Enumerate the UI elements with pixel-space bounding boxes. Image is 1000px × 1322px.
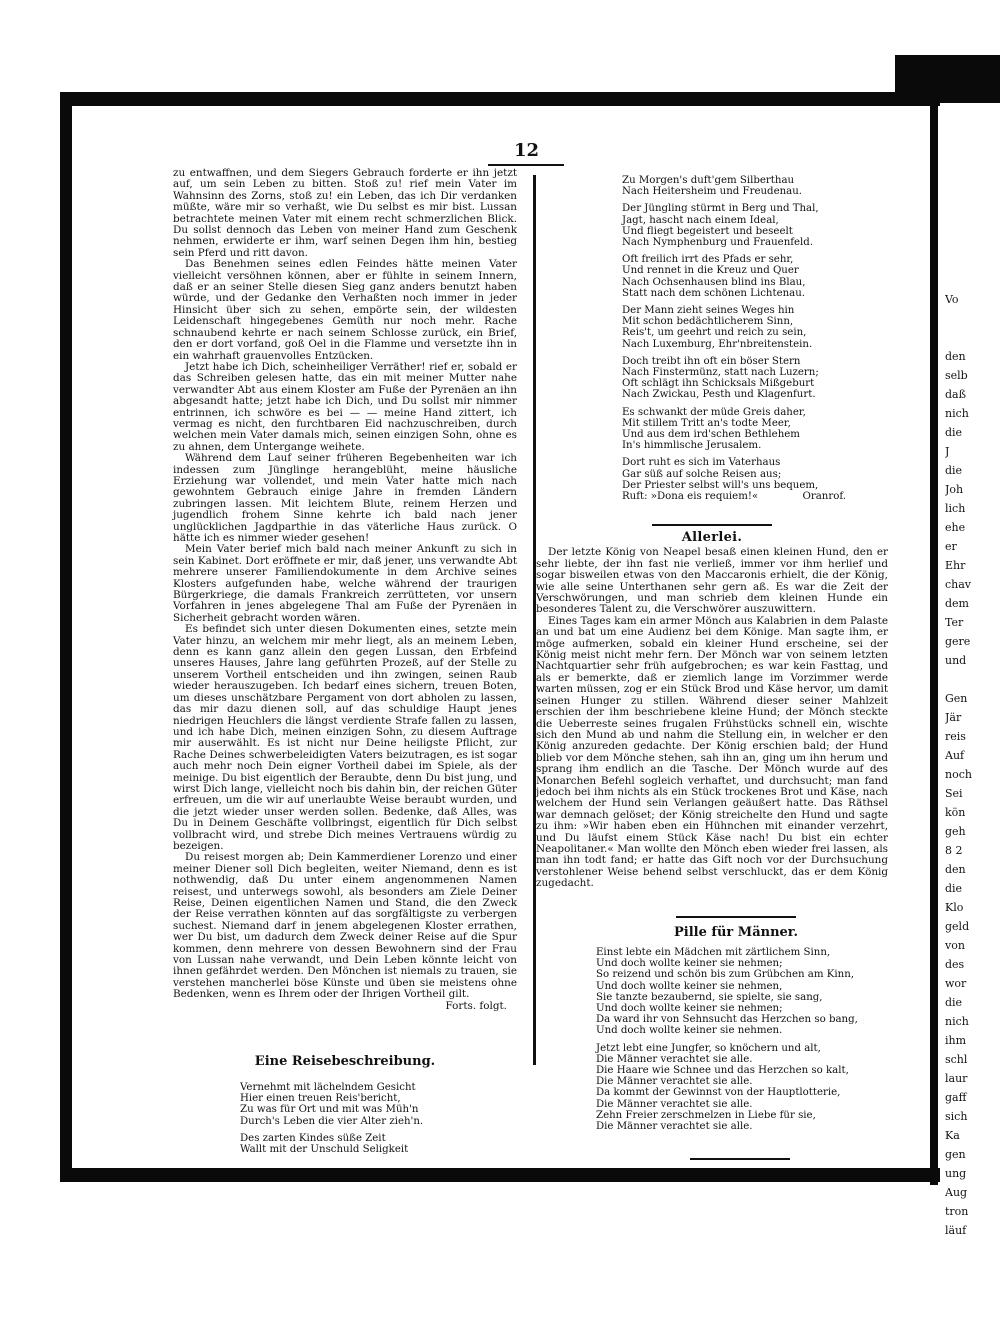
poem-title: Pille für Männer. [674, 925, 798, 940]
poem-stanza [622, 305, 846, 350]
poem-line: Und doch wollte keiner sie nehmen. [596, 1025, 783, 1037]
poem-line: Und doch wollte keiner sie nehmen; [596, 1003, 783, 1015]
poem-stanza [622, 254, 846, 299]
adjacent-page-fragment-line: kön [945, 806, 966, 819]
paragraph: Das Benehmen seines edlen Feindes hätte meinen Vater vielleicht versöhnen können, aber er fühlte in seinem Innern, daß er an seiner Stelle diesen Sieg ganz anders benutzt haben würde, und der Gedanke den Verhaßten noch immer in jeder Hinsicht über sich zu sehen, empörte sein, der wildesten Leidenschaft hingegebenes Gemüth nur noch mehr. Rache schnaubend kehrte er nach seinem Schlosse zurück, ein Brief, den er dort vorfand, goß Oel in die Flamme und versetzte ihn in ein wahrhaft grauenvolles Entzücken. [173, 258, 517, 362]
poem-line: Mit stillem Tritt an's todte Meer, [622, 417, 791, 429]
poem-line: Und doch wollte keiner sie nehmen; [596, 958, 783, 970]
poem-line: Jagt, hascht nach einem Ideal, [622, 214, 779, 226]
poem-line: Nach Ochsenhausen blind ins Blau, [622, 276, 806, 288]
adjacent-page-fragment-line: Aug [945, 1186, 968, 1199]
poem-line: Nach Finstermünz, statt nach Luzern; [622, 367, 819, 379]
poem-line: Und doch wollte keiner sie nehmen, [596, 980, 783, 992]
poem-line: Der Priester selbst will's uns bequem, [622, 479, 819, 491]
scan-frame-left [60, 92, 72, 1182]
adjacent-page-fragment-line: chav [945, 578, 972, 591]
adjacent-page-fragment-line: Vo [945, 293, 959, 306]
adjacent-page-fragment-line [945, 309, 1000, 328]
adjacent-page-fragment-line: schl [945, 1053, 968, 1066]
poem-line: Da ward ihr von Sehnsucht das Herzchen so bang, [596, 1014, 858, 1026]
poem-line: Und rennet in die Kreuz und Quer [622, 265, 799, 277]
adjacent-page-fragment-line: noch [945, 768, 972, 781]
adjacent-page-fragment-line: nich [945, 407, 969, 420]
scan-corner-right [895, 55, 1000, 103]
section-rule [676, 916, 796, 918]
poem-line: Statt nach dem schönen Lichtenau. [622, 287, 806, 299]
poem-line: Der Jüngling stürmt in Berg und Thal, [622, 203, 819, 215]
adjacent-page-fragment-line: Gen [945, 692, 968, 705]
poem-line: Nach Nymphenburg und Frauenfeld. [622, 237, 814, 249]
poem-stanza [596, 947, 896, 1037]
poem-line: Die Männer verachtet sie alle. [596, 1053, 753, 1065]
scan-frame-top [60, 92, 940, 106]
poem-line: Hier einen treuen Reis'bericht, [240, 1093, 401, 1105]
adjacent-page-fragment-line: die [945, 882, 963, 895]
adjacent-page-fragment-line: den [945, 350, 966, 363]
poem-stanza [622, 407, 846, 452]
left-column [173, 168, 517, 1012]
adjacent-page-fragment-line: J [945, 445, 950, 458]
paragraph: Mein Vater berief mich bald nach meiner Ankunft zu sich in sein Kabinet. Dort eröffnete er mir, daß jener, uns verwandte Abt mehrere unserer Familiendokumente in dem Archive seines Klosters aufgefunden habe, welche während der traurigen Bürgerkriege, die damals Frankreich zerrütteten, vor unsern Vorfahren in jenes abgelegene Thal am Fuße der Pyrenäen in Sicherheit gebracht worden wären. [173, 543, 517, 624]
poem-line: In's himmlische Jerusalem. [622, 440, 762, 452]
scan-frame-bottom [60, 1168, 940, 1182]
poem-stanza [240, 1082, 500, 1127]
poem-stanza [622, 356, 846, 401]
poem-line: Nach Heitersheim und Freudenau. [622, 186, 803, 198]
poem-line: Vernehmt mit lächelndem Gesicht [240, 1082, 416, 1093]
adjacent-page-fragment-line: die [945, 996, 963, 1009]
adjacent-page-fragment-line: Joh [945, 483, 964, 496]
poem-line: Doch treibt ihn oft ein böser Stern [622, 355, 801, 367]
adjacent-page-fragment-line: von [945, 939, 965, 952]
adjacent-page-fragment-line: daß [945, 388, 966, 401]
adjacent-page-fragment-line: lich [945, 502, 966, 515]
poem-line: Zu Morgen's duft'gem Silberthau [622, 175, 795, 186]
paragraph: zu entwaffnen, und dem Siegers Gebrauch forderte er ihn jetzt auf, um sein Leben zu bitten. Stoß zu! rief mein Vater im Wahnsinn des Zorns, stoß zu! ein Leben, das ich Dir verdanken müßte, wäre mir so verhaßt, wie Du selbst es mir bist. Lussan betrachtete meinen Vater mit einem recht schmerzlichen Blick. Du sollst dennoch das Leben von meiner Hand zum Geschenk nehmen, erwiderte er ihm, warf seinen Degen ihm hin, bestieg sein Pferd und ritt davon. [173, 167, 517, 259]
poem-stanza [622, 203, 846, 248]
poem-stanza [622, 457, 846, 502]
adjacent-page-fragment-line: gaff [945, 1091, 967, 1104]
poem-line: Durch's Leben die vier Alter zieh'n. [240, 1115, 424, 1127]
poem-line: Sie tanzte bezaubernd, sie spielte, sie sang, [596, 991, 823, 1003]
adjacent-page-fragment-line: ehe [945, 521, 966, 534]
poem-line: Dort ruht es sich im Vaterhaus [622, 457, 781, 469]
poem-line: Jetzt lebt eine Jungfer, so knöchern und alt, [596, 1042, 821, 1054]
adjacent-page-fragment-line: laur [945, 1072, 968, 1085]
poem-line: Zu was für Ort und mit was Müh'n [240, 1104, 419, 1116]
adjacent-page-fragment-line: reis [945, 730, 966, 743]
poem-line: Der Mann zieht seines Weges hin [622, 305, 795, 317]
adjacent-page-fragment-line: Jär [945, 711, 962, 724]
poem-line: Da kommt der Gewinnst von der Hauptlotterie, [596, 1087, 841, 1099]
section-rule [690, 1158, 790, 1160]
adjacent-page-fragment-line: wor [945, 977, 967, 990]
poem-stanza [240, 1133, 500, 1155]
adjacent-page-fragment-line: sich [945, 1110, 968, 1123]
adjacent-page-fragment-line: ihm [945, 1034, 967, 1047]
page-number-rule [488, 164, 564, 166]
poem-continuation [622, 175, 846, 508]
poem-line: Mit schon bedächtlicherem Sinn, [622, 316, 794, 328]
poem-pille-fuer-maenner [596, 947, 896, 1138]
adjacent-page-fragment-line: tron [945, 1205, 969, 1218]
adjacent-page-fragment-line: Ehr [945, 559, 966, 572]
adjacent-page-fragment-line: 8 2 [945, 844, 963, 857]
poem-line: Reis't, um geehrt und reich zu sein, [622, 327, 807, 339]
adjacent-page-fragment-line: Ka [945, 1129, 960, 1142]
adjacent-page-fragment-line: Sei [945, 787, 963, 800]
poem-line: Nach Luxemburg, Ehr'nbreitenstein. [622, 338, 813, 350]
adjacent-page-fragment-line: geld [945, 920, 970, 933]
scan-frame-right [930, 95, 938, 1185]
adjacent-page-fragment-line [945, 328, 1000, 347]
adjacent-page-fragment-line: und [945, 654, 967, 667]
adjacent-page-fragment-line: gere [945, 635, 971, 648]
adjacent-page-fragment-line: dem [945, 597, 969, 610]
poem-line: Wallt mit der Unschuld Seligkeit [240, 1144, 409, 1156]
poem-line: Gar süß auf solche Reisen aus; [622, 468, 782, 480]
poem-reisebeschreibung [240, 1082, 500, 1161]
adjacent-page-fragment-line [945, 670, 1000, 689]
adjacent-page-fragment-line: selb [945, 369, 968, 382]
poem-line: Und fliegt begeistert und beseelt [622, 225, 793, 237]
adjacent-page-fragment-line: Ter [945, 616, 964, 629]
poem-line: Des zarten Kindes süße Zeit [240, 1132, 386, 1144]
poem-line: Oft freilich irrt des Pfads er sehr, [622, 254, 794, 266]
poem-line: Einst lebte ein Mädchen mit zärtlichem Sinn, [596, 947, 831, 958]
adjacent-page-fragment [945, 290, 1000, 1240]
adjacent-page-fragment-line: die [945, 464, 963, 477]
poem-line: Die Männer verachtet sie alle. [596, 1098, 753, 1110]
poem-line: Die Haare wie Schnee und das Herzchen so kalt, [596, 1065, 849, 1077]
adjacent-page-fragment-line: des [945, 958, 965, 971]
paragraph: Es befindet sich unter diesen Dokumenten eines, setzte mein Vater hinzu, an welchem mir mehr liegt, als an meinem Leben, denn es kann ganz allein den gegen Lussan, den Erbfeind unseres Hauses, Jahre lang geführten Prozeß, auf der Stelle zu unserem Vortheil entscheiden und ihn zwingen, seinen Raub wieder herauszugeben. Ich bedarf eines sichern, treuen Boten, um dieses unschätzbare Pergament von dort abholen zu lassen, das mir dazu dienen soll, auf das schuldige Haupt jenes niedrigen Heuchlers die längst verdiente Strafe fallen zu lassen, und ich habe Dich, meinen einzigen Sohn, zu diesem Auftrage mir auserwählt. Es ist nicht nur Deine heiligste Pflicht, zur Rache Deines schwerbeleidigten Vaters beizutragen, es ist sogar auch mehr noch Dein eigner Vortheil dabei im Spiele, als der meinige. Du bist eigentlich der Beraubte, denn Du bist jung, und wirst Dich lange, vielleicht noch bis dahin bin, der reichen Güter erfreuen, um die wir auf unerlaubte Weise beraubt wurden, und die jetzt wieder unser werden sollen. Bedenke, daß Alles, was Du in Deinem Geschäfte vollbringst, eigentlich für Dich selbst vollbracht wird, und strebe Dich meines Vertrauens würdig zu bezeigen. [173, 623, 517, 852]
paragraph: Eines Tages kam ein armer Mönch aus Kalabrien in dem Palaste an und bat um eine Audienz bei dem Könige. Man sagte ihm, er möge aufmerken, sobald ein kleiner Hund erscheine, sei der König meist nicht mehr fern. Der Mönch war von seinem letzten Nachtquartier sehr früh aufgebrochen; es war kein Fasttag, und als er bemerkte, daß er ziemlich lange im Vorzimmer werde warten müssen, zog er ein Stück Brod und Käse hervor, um damit seinen Hunger zu stillen. Während dieser seiner Mahlzeit erschien der ihm beschriebene kleine Hund; der Mönch steckte die Ueberreste seines frugalen Frühstücks schnell ein, wischte sich den Mund ab und nahm die Stellung ein, in welcher er den König anzureden gedachte. Der König erschien bald; der Hund blieb vor dem Mönche stehen, sah ihn an, ging um ihn herum und sprang ihm endlich an die Tasche. Der Mönch wurde auf des Monarchen Befehl sogleich verhaftet, und durchsucht; man fand jedoch bei ihm nichts als ein Stück trockenes Brot und Käse, nach welchem der Hund sein Verlangen geäußert hatte. Das Räthsel war demnach gelöset; der König streichelte den Hund und sagte zu ihm: »Wir haben eben ein Hühnchen mit einander verzehrt, und Du läufst einem Stück Käse nach! Du bist ein echter Neapolitaner.« Man wollte den Mönch eben wieder frei lassen, als man ihn todt fand; er hatte das Gift noch vor der Durchsuchung verstohlener Weise behend selbst verschluckt, das er dem König zugedacht. [536, 614, 888, 890]
poem-line: Und aus dem ird'schen Bethlehem [622, 429, 800, 441]
adjacent-page-fragment-line: läuf [945, 1224, 967, 1237]
right-column [536, 520, 888, 890]
adjacent-page-fragment-line: Klo [945, 901, 964, 914]
paragraph: Während dem Lauf seiner früheren Begebenheiten war ich indessen zum Jünglinge herangeblüht, meine häusliche Erziehung war vollendet, und mein Vater hatte mich nach gewohntem Gebrauch einige Jahre in fremden Ländern zubringen lassen. Mit leichtem Blute, reinem Herzen und jugendlich frohem Sinne kehrte ich bald nach jener unglücklichen Jagdparthie in das väterliche Haus zurück. O hätte ich es nimmer wieder gesehen! [173, 452, 517, 544]
poem-line: Zehn Freier zerschmelzen in Liebe für sie, [596, 1109, 816, 1121]
section-title: Allerlei. [681, 530, 743, 545]
poem-line: So reizend und schön bis zum Grübchen am Kinn, [596, 969, 854, 981]
adjacent-page-fragment-line: nich [945, 1015, 969, 1028]
adjacent-page-fragment-line: Auf [945, 749, 965, 762]
section-rule [652, 524, 772, 526]
poem-stanza [622, 175, 846, 197]
poem-line: Oft schlägt ihn Schicksals Mißgeburt [622, 378, 815, 390]
adjacent-page-fragment-line: er [945, 540, 957, 553]
poem-author: Oranrof. [802, 491, 846, 503]
poem-title: Eine Reisebeschreibung. [254, 1054, 436, 1069]
poem-line: Es schwankt der müde Greis daher, [622, 406, 806, 418]
paragraph: Jetzt habe ich Dich, scheinheiliger Verräther! rief er, sobald er das Schreiben gelesen hatte, das ein mit meiner Mutter nahe verwandter Abt aus einem Kloster am Fuße der Pyrenäen an ihn abgesandt hatte; jetzt habe ich Dich, und Du sollst mir nimmer entrinnen, ich schwöre es bei — — meine Hand zittert, ich vermag es nicht, den furchtbaren Eid nachzuschreiben, durch welchen mein Vater damals mich, seinen einzigen Sohn, ohne es zu ahnen, dem Untergange weihete. [173, 360, 517, 453]
poem-stanza [596, 1043, 896, 1133]
adjacent-page-fragment-line: gen [945, 1148, 966, 1161]
poem-line: Ruft: »Dona eis requiem!« [622, 491, 759, 503]
poem-line: Die Männer verachtet sie alle. [596, 1121, 753, 1133]
poem-line-with-author [622, 491, 846, 502]
adjacent-page-fragment-line: ung [945, 1167, 967, 1180]
page-number: 12 [514, 140, 540, 161]
poem-line: Die Männer verachtet sie alle. [596, 1076, 753, 1088]
adjacent-page-fragment-line: geh [945, 825, 966, 838]
adjacent-page-fragment-line: den [945, 863, 966, 876]
paragraph: Du reisest morgen ab; Dein Kammerdiener Lorenzo und einer meiner Diener soll Dich begleiten, weiter Niemand, denn es ist nothwendig, daß Du unter einem angenommenen Namen reisest, und unterwegs sowohl, als besonders am Ziele Deiner Reise, Deinen eigentlichen Namen und Stand, die den Zweck der Reise verrathen könnten auf das sorgfältigste zu verbergen suchest. Niemand darf in jenem abgelegenen Kloster errathen, wer Du bist, um dadurch dem Zweck deiner Reise auf die Spur kommen, denn mehrere von dessen Bewohnern sind der Frau von Lussan nahe verwandt, und Dein Leben könnte leicht von ihnen gefährdet werden. Den Mönchen ist niemals zu trauen, sie verstehen mancherlei böse Künste und üben sie meistens ohne Bedenken, wenn es Ihrem oder der Ihrigen Vortheil gilt. [173, 851, 517, 1001]
paragraph: Der letzte König von Neapel besaß einen kleinen Hund, den er sehr liebte, der ihn fast nie verließ, immer vor ihm herlief und sogar bisweilen etwas von den Maccaronis erhielt, die der König, wie alle seine Unterthanen sehr gern aß. Es war die Zeit der Verschwörungen, und man schrieb dem kleinen Hunde ein besonderes Talent zu, die Verschwörer auszuwittern. [536, 546, 888, 616]
continuation-note: Forts. folgt. [445, 999, 507, 1012]
poem-line: Nach Zwickau, Pesth und Klagenfurt. [622, 389, 816, 401]
adjacent-page-fragment-line: die [945, 426, 963, 439]
